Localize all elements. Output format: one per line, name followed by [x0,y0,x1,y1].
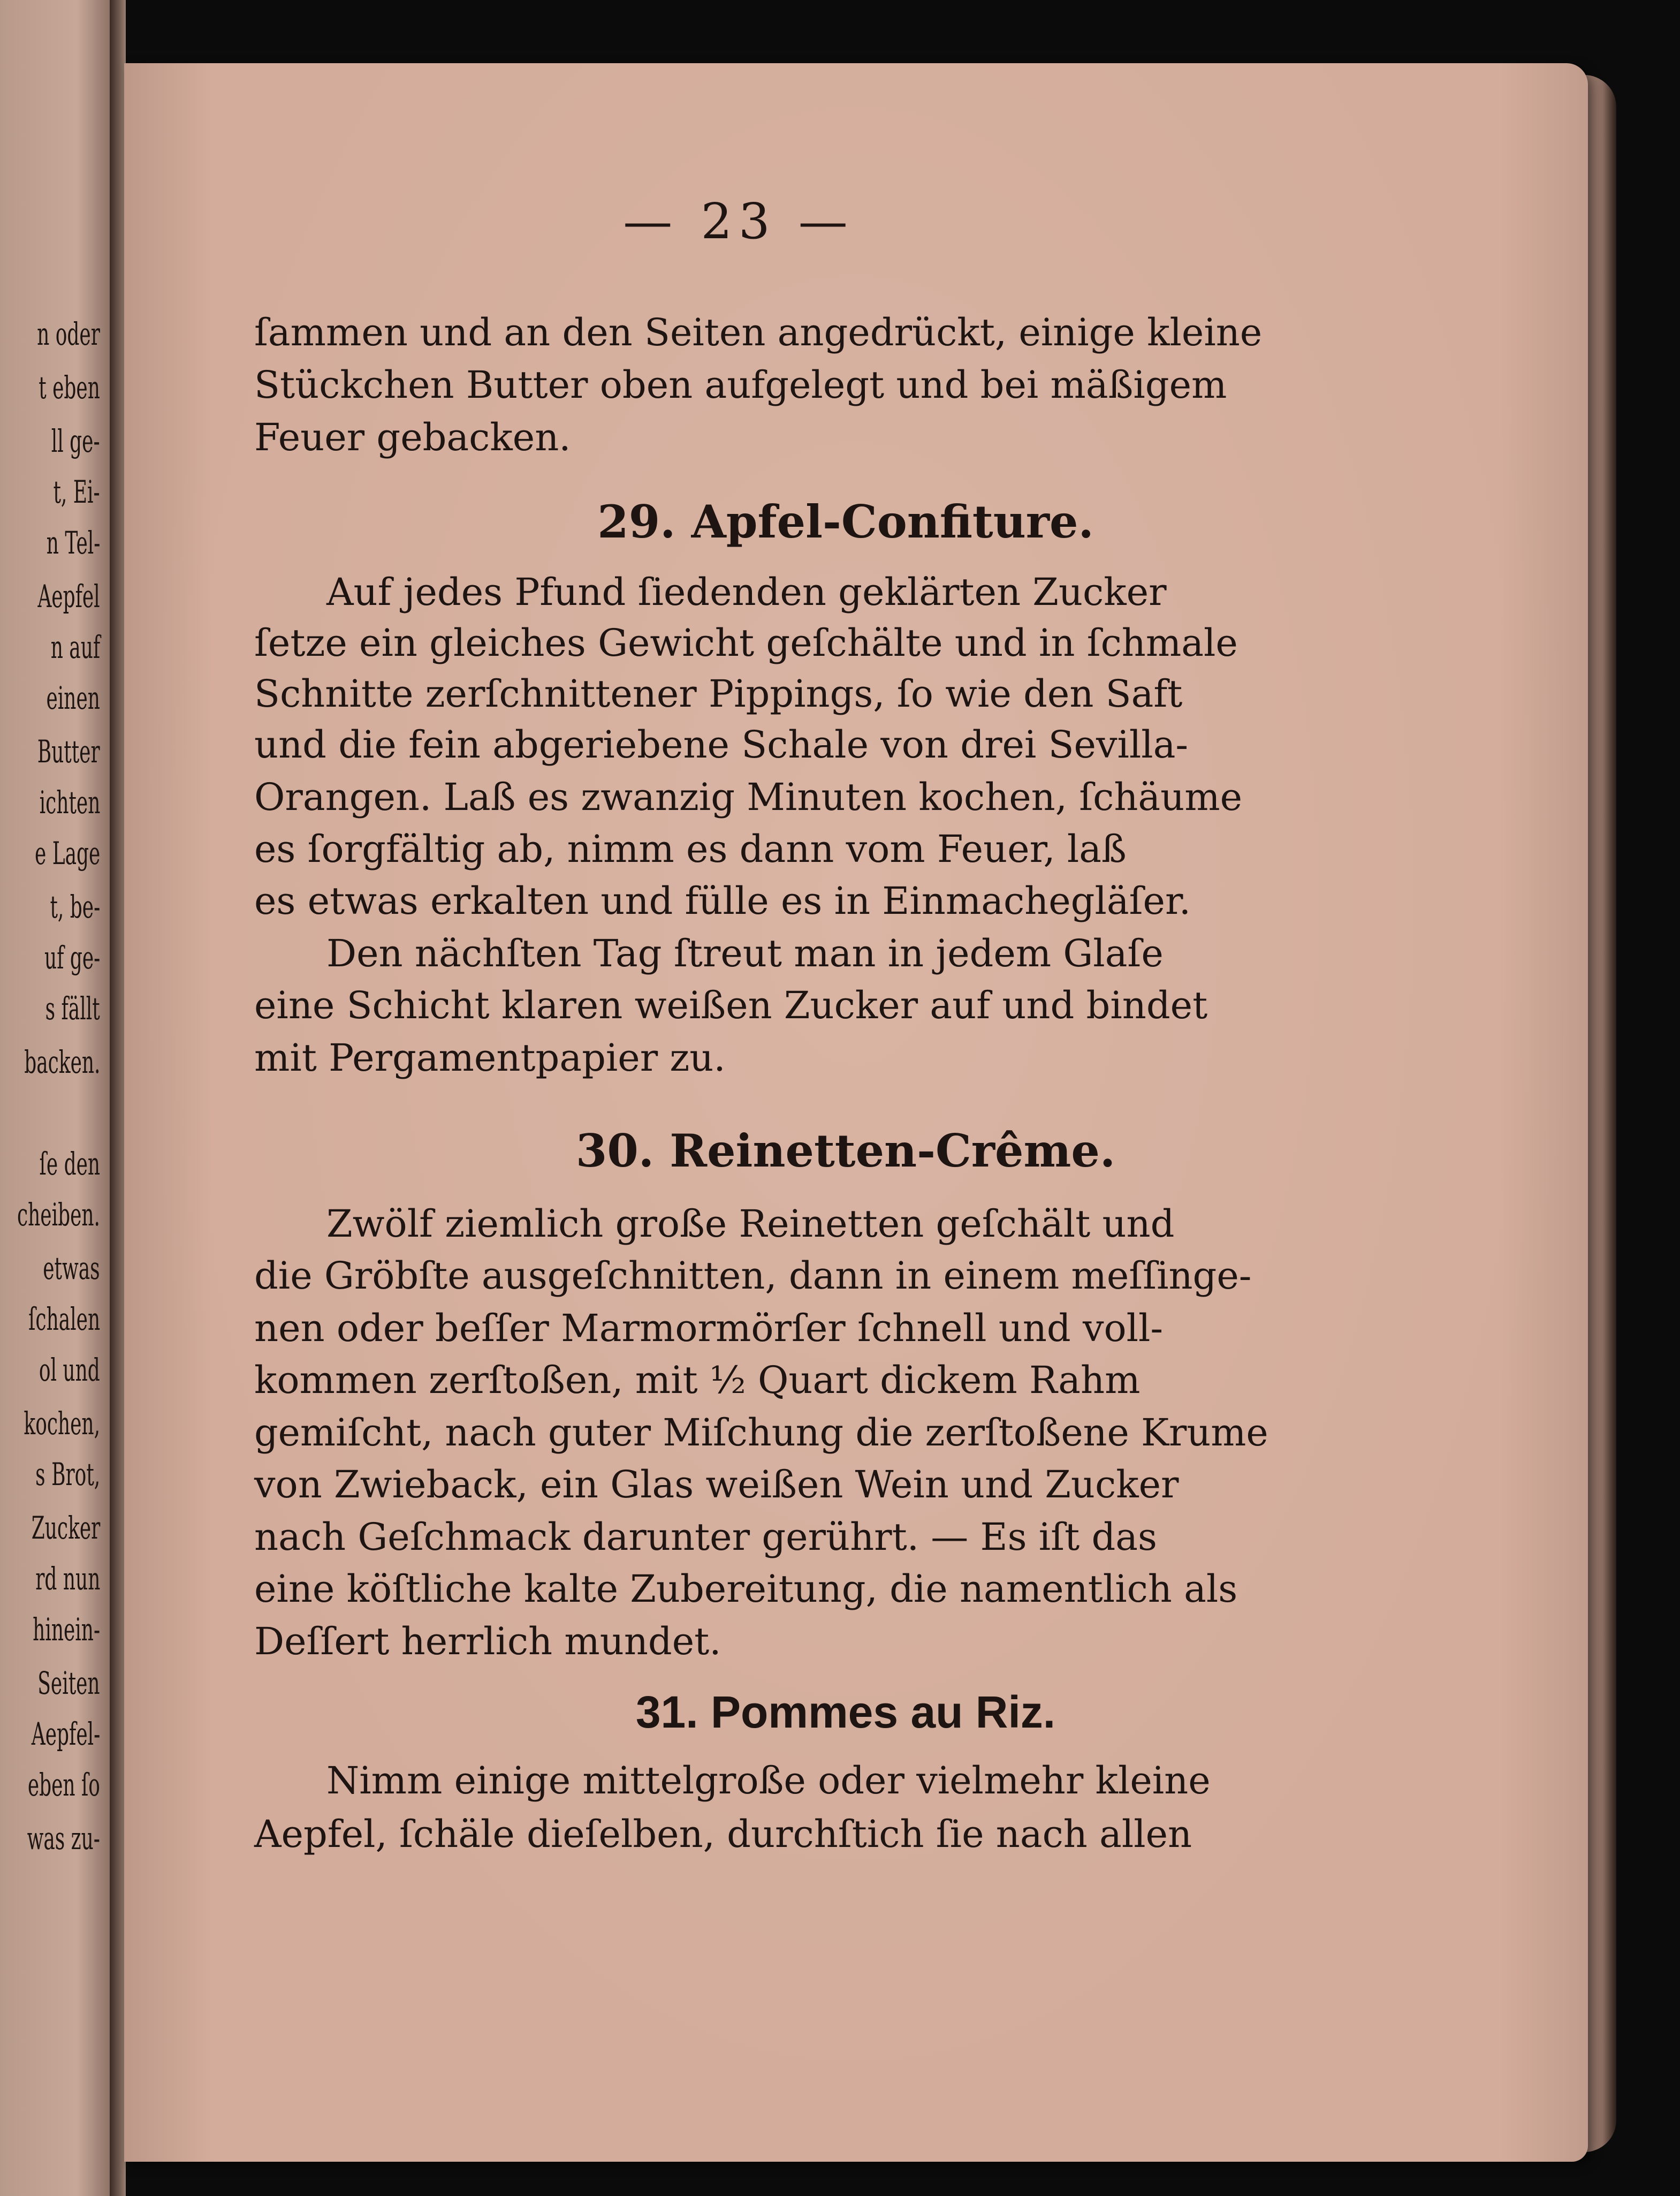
recipe-heading: 30. Reinetten-Crême. [575,1124,1116,1177]
left-fragment: Aepfel- [31,1716,100,1752]
text-line: Stückchen Butter oben aufgelegt und bei mäßigem [254,363,1227,407]
text-line: Nimm einige mittelgroße oder vielmehr kleine [326,1759,1211,1803]
left-fragment: Zucker [31,1510,100,1546]
left-fragment: n auf [50,629,100,665]
text-line: eine köſtliche kalte Zubereitung, die namentlich als [254,1567,1238,1611]
left-fragment: n Tel- [46,525,100,561]
left-fragment: ſe den [39,1146,100,1182]
left-fragment: eben ſo [27,1767,100,1803]
text-line: mit Pergamentpapier zu. [254,1036,726,1080]
left-fragment: cheiben. [17,1197,100,1233]
left-fragment: ichten [39,784,100,821]
left-fragment: uf ge- [44,940,100,976]
text-line: Schnitte zerſchnittener Pippings, ſo wie den Saft [254,672,1183,716]
left-fragment: einen [46,680,100,716]
text-line: Feuer gebacken. [254,415,571,459]
page-number: — 23 — [623,193,854,250]
text-line: es etwas erkalten und fülle es in Einmachegläſer. [254,879,1191,923]
text-line: es ſorgfältig ab, nimm es dann vom Feuer, laß [254,827,1127,871]
left-fragment: ll ge- [51,423,100,459]
left-fragment: Aepfel [37,578,100,615]
text-line: Den nächſten Tag ſtreut man in jedem Glaſe [326,932,1164,975]
text-line: von Zwieback, ein Glas weißen Wein und Zucker [254,1463,1179,1506]
text-line: ſetze ein gleiches Gewicht geſchälte und in ſchmale [254,621,1238,665]
left-fragment: rd nun [35,1561,100,1597]
left-fragment: backen. [24,1044,100,1080]
text-line: Orangen. Laß es zwanzig Minuten kochen, ſchäume [254,775,1243,819]
text-line: nach Geſchmack darunter gerührt. — Es iſt das [254,1515,1157,1559]
recipe-heading: 29. Apfel-Confiture. [597,495,1094,548]
left-fragment: t, Ei- [53,474,100,510]
left-fragment: t, be- [50,889,100,925]
left-fragment: s fällt [45,990,100,1027]
text-line: eine Schicht klaren weißen Zucker auf und bindet [254,983,1208,1027]
text-line: und die fein abgeriebene Schale von drei Sevilla- [254,723,1189,767]
left-fragment: hinein- [33,1611,100,1648]
text-line: gemiſcht, nach guter Miſchung die zerſtoßene Krume [254,1411,1268,1455]
left-fragment: etwas [43,1250,100,1286]
left-fragment: Seiten [37,1665,100,1701]
text-line: die Gröbſte ausgeſchnitten, dann in einem meſſinge- [254,1254,1252,1298]
text-line: ſammen und an den Seiten angedrückt, einige kleine [254,311,1263,354]
left-fragment: n oder [37,316,100,352]
facing-page-left [0,0,110,2196]
left-fragment: t eben [39,369,100,406]
left-fragment: ſchalen [28,1301,100,1337]
text-line: Auf jedes Pfund ſiedenden geklärten Zucker [326,570,1167,614]
text-line: Deſſert herrlich mundet. [254,1619,721,1663]
left-fragment: kochen, [24,1405,100,1442]
book-gutter [110,0,126,2196]
text-line: Zwölf ziemlich große Reinetten geſchält und [326,1202,1175,1246]
text-line: Aepfel, ſchäle dieſelben, durchſtich ſie nach allen [254,1812,1192,1856]
left-fragment: s Brot, [35,1456,100,1493]
text-line: nen oder beſſer Marmormörſer ſchnell und voll- [254,1306,1164,1350]
recipe-heading: 31. Pommes au Riz. [635,1687,1056,1737]
left-fragment: was zu- [27,1820,100,1857]
left-fragment: Butter [37,733,100,770]
left-fragment: e Lage [34,835,100,872]
text-line: kommen zerſtoßen, mit ½ Quart dickem Rahm [254,1358,1141,1402]
left-fragment: ol und [39,1352,100,1388]
